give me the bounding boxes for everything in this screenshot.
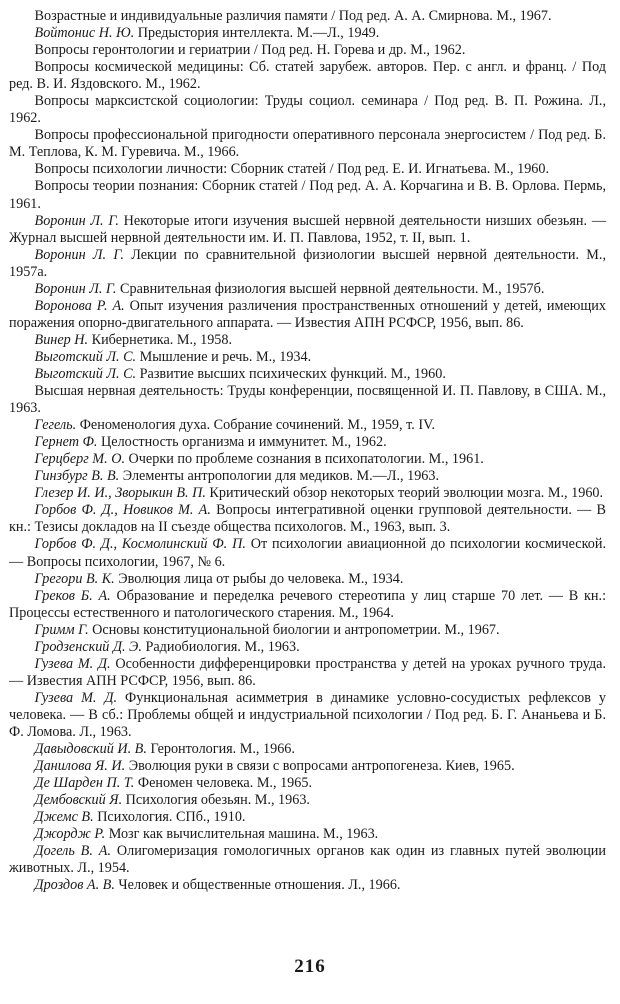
entry-author: Гинзбург В. В. (34, 468, 120, 485)
entry-text: Геронтология. М., 1966. (146, 741, 295, 758)
bibliography-entry (9, 213, 606, 247)
entry-text: Психология. СПб., 1910. (93, 809, 246, 826)
entry-text: Вопросы геронтологии и гериатрии / Под ред. Н. Горева и др. М., 1962. (34, 42, 466, 59)
bibliography-entry (9, 758, 606, 775)
entry-text: Эволюция лица от рыбы до человека. М., 1934. (114, 570, 404, 587)
entry-text: Мозг как вычислительная машина. М., 1963. (105, 826, 379, 843)
bibliography-entry (9, 877, 606, 894)
entry-text: Олигомеризация гомологичных органов как один из главных путей эволюции животных. Л., 1954. (9, 843, 606, 877)
bibliography-entry (9, 656, 606, 690)
bibliography-entry (9, 502, 606, 536)
entry-text: Очерки по проблеме сознания в психопатологии. М., 1961. (125, 451, 484, 468)
bibliography-entry (9, 485, 606, 502)
entry-text: Сравнительная физиология высшей нервной деятельности. М., 1957б. (116, 280, 545, 297)
bibliography-entry (9, 622, 606, 639)
entry-author: Дроздов А. В. (34, 877, 115, 894)
bibliography-entry (9, 366, 606, 383)
entry-text: Предыстория интеллекта. М.—Л., 1949. (134, 25, 380, 42)
bibliography-entry (9, 843, 606, 877)
entry-author: Войтонис Н. Ю. (34, 25, 135, 42)
entry-text: Вопросы психологии личности: Сборник статей / Под ред. Е. И. Игнатьева. М., 1960. (34, 161, 550, 178)
entry-author: Выготский Л. С. (34, 348, 137, 365)
bibliography-entry (9, 434, 606, 451)
entry-author: Герцберг М. О. (34, 451, 125, 468)
page-number: 216 (294, 956, 326, 977)
bibliography-entry (9, 247, 606, 281)
bibliography-entry (9, 383, 606, 417)
entry-text: Основы конституциональной биологии и антропометрии. М., 1967. (88, 621, 500, 638)
bibliography-entry (9, 451, 606, 468)
entry-author: Греков Б. А. (34, 587, 111, 604)
bibliography-entry (9, 571, 606, 588)
bibliography-entry (9, 741, 606, 758)
entry-text: От психологии авиационной до психологии космической. — Вопросы психологии, 1967, № 6. (9, 536, 606, 570)
entry-text: Развитие высших психических функций. М., 1960. (136, 365, 446, 382)
entry-text: Возрастные и индивидуальные различия памяти / Под ред. А. А. Смирнова. М., 1967. (34, 8, 552, 24)
entry-text: Человек и общественные отношения. Л., 1966. (114, 877, 401, 894)
entry-text: Психология обезьян. М., 1963. (122, 792, 310, 809)
entry-author: Воронова Р. А. (34, 297, 125, 314)
entry-text: Целостность организма и иммунитет. М., 1962. (97, 434, 387, 451)
bibliography-entry (9, 536, 606, 570)
entry-author: Горбов Ф. Д., Космолинский Ф. П. (34, 536, 246, 553)
bibliography-entry (9, 417, 606, 434)
entry-author: Грегори В. К. (34, 570, 115, 587)
entry-author: Выготский Л. С. (34, 365, 137, 382)
entry-author: Джемс В. (34, 809, 94, 826)
entry-text: Эволюция руки в связи с вопросами антропогенеза. Киев, 1965. (125, 758, 515, 775)
bibliography-entry (9, 25, 606, 42)
bibliography-entry (9, 281, 606, 298)
entry-text: Некоторые итоги изучения высшей нервной деятельности низших обезьян. — Журнал высшей нервной деятельности им. И. П. Павлова, 1952, т. II, вып. 1. (9, 212, 607, 246)
entry-author: Гродзенский Д. Э. (34, 638, 142, 655)
entry-author: Гузева М. Д. (34, 689, 118, 706)
entry-author: Гузева М. Д. (34, 655, 111, 672)
entry-author: Гримм Г. (34, 621, 89, 638)
entry-text: Вопросы теории познания: Сборник статей / Под ред. А. А. Корчагина и В. В. Орлова. Пермь, 1961. (9, 178, 606, 212)
bibliography-entry (9, 93, 606, 127)
entry-author: Воронин Л. Г. (34, 212, 119, 229)
bibliography-entry (9, 298, 606, 332)
bibliography-entry (9, 332, 606, 349)
bibliography-entry (9, 775, 606, 792)
entry-author: Дембовский Я. (34, 792, 123, 809)
bibliography-entry (9, 161, 606, 178)
entry-author: Гегель. (34, 417, 77, 434)
bibliography-entry (9, 639, 606, 656)
entry-text: Радиобиология. М., 1963. (141, 638, 300, 655)
bibliography-entry (9, 792, 606, 809)
entry-author: Глезер И. И., Зворыкин В. П. (34, 485, 206, 502)
entry-text: Вопросы интегративной оценки групповой деятельности. — В кн.: Тезисы докладов на II съезде общества психологов. М., 1963, вып. 3. (9, 502, 606, 536)
entry-text: Вопросы космической медицины: Сб. статей зарубеж. авторов. Пер. с англ. и франц. / Под ред. В. И. Яздовского. М., 1962. (9, 59, 606, 93)
bibliography-entry (9, 809, 606, 826)
entry-text: Высшая нервная деятельность: Труды конференции, посвященной И. П. Павлову, в США. М., 1963. (9, 383, 606, 417)
bibliography-entry (9, 349, 606, 366)
bibliography-entry (9, 826, 606, 843)
bibliography-list (9, 8, 606, 894)
entry-text: Вопросы марксистской социологии: Труды социол. семинара / Под ред. В. П. Рожина. Л., 1962. (9, 93, 606, 127)
bibliography-entry (9, 178, 606, 212)
entry-text: Элементы антропологии для медиков. М.—Л., 1963. (119, 468, 440, 485)
bibliography-entry (9, 59, 606, 93)
entry-text: Особенности дифференцировки пространства у детей на уроках ручного труда. — Известия АПН РСФСР, 1956, вып. 86. (9, 655, 607, 689)
bibliography-entry (9, 8, 606, 25)
entry-author: Гернет Ф. (34, 434, 98, 451)
bibliography-entry (9, 127, 606, 161)
bibliography-entry (9, 42, 606, 59)
entry-author: Горбов Ф. Д., Новиков М. А. (34, 502, 211, 519)
entry-author: Джордж Р. (34, 826, 106, 843)
entry-author: Воронин Л. Г. (34, 246, 124, 263)
bibliography-entry (9, 468, 606, 485)
entry-text: Лекции по сравнительной физиологии высшей нервной деятельности. М., 1957а. (9, 246, 607, 280)
entry-text: Феноменология духа. Собрание сочинений. М., 1959, т. IV. (76, 417, 436, 434)
entry-author: Воронин Л. Г. (34, 280, 117, 297)
entry-text: Феномен человека. М., 1965. (134, 775, 312, 792)
bibliography-entry (9, 588, 606, 622)
entry-text: Опыт изучения различения пространственных отношений у детей, имеющих поражения опорно-двигательного аппарата. — Известия АПН РСФСР, 1956, вып. 86. (9, 297, 606, 331)
entry-author: Догель В. А. (34, 843, 111, 860)
entry-text: Критический обзор некоторых теорий эволюции мозга. М., 1960. (205, 485, 604, 502)
entry-text: Функциональная асимметрия в динамике условно-сосудистых рефлексов у человека. — В сб.: Проблемы общей и индустриальной психологии / Под ред. Б. Г. Ананьева и Б. Ф. Ломова. Л., 1963. (9, 689, 607, 740)
entry-author: Винер Н. (34, 331, 89, 348)
entry-author: Данилова Я. И. (34, 758, 126, 775)
entry-text: Вопросы профессиональной пригодности оперативного персонала энергосистем / Под ред. Б. М. Теплова, К. М. Гуревича. М., 1966. (9, 127, 606, 161)
entry-text: Мышление и речь. М., 1934. (136, 348, 312, 365)
entry-author: Давыдовский И. В. (34, 741, 147, 758)
bibliography-entry (9, 690, 606, 741)
entry-author: Де Шарден П. Т. (34, 775, 135, 792)
entry-text: Образование и переделка речевого стереотипа у лиц старше 70 лет. — В кн.: Процессы естественного и патологического старения. М., 1964. (9, 587, 607, 621)
entry-text: Кибернетика. М., 1958. (88, 331, 233, 348)
